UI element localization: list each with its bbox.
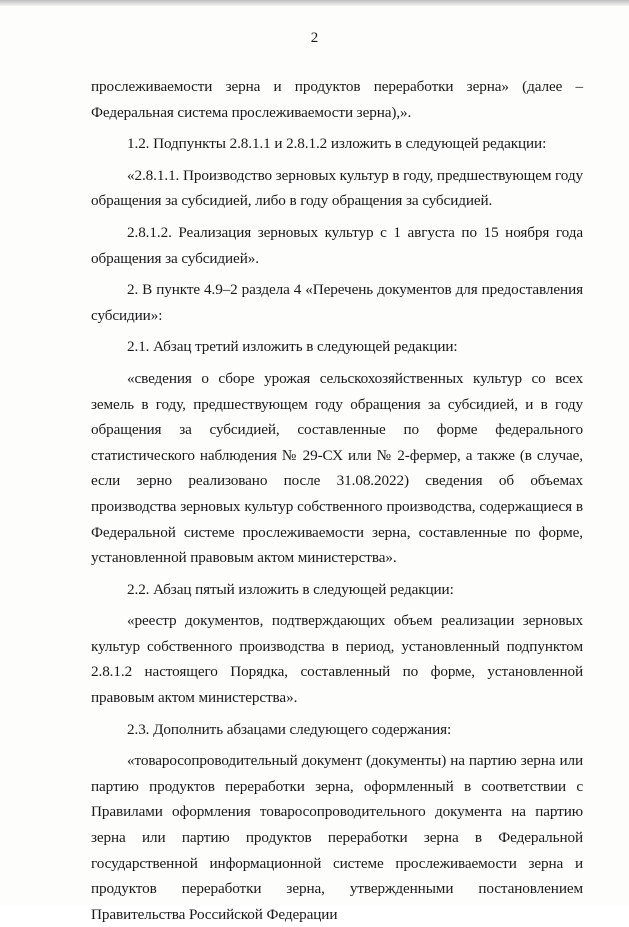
scan-top-edge <box>0 0 629 6</box>
paragraph-item-2: 2. В пункте 4.9–2 раздела 4 «Перечень документов для предоставления субсидии»: <box>91 281 583 324</box>
page-number: 2 <box>310 30 319 46</box>
paragraph-quote-harvest: «сведения о сборе урожая сельскохозяйственных культур со всех земель в году, предшествующем году обращения за субсидией, и в году обращения за субсидией, составленные по форме федерального статистического наблюдения № 29-СХ или № 2-фермер, а также (в случае, если зерно реализовано после 31.08.2022) сведения об объемах производства зерновых культур собственного производства, содержащиеся в Федеральной системе прослеживаемости зерна, составленные по форме, установленной правовым актом министерства». <box>91 369 583 567</box>
paragraph-item-2-3: 2.3. Дополнить абзацами следующего содержания: <box>127 720 452 738</box>
paragraph-item-2-2: 2.2. Абзац пятый изложить в следующей редакции: <box>127 580 454 598</box>
paragraph-continuation: прослеживаемости зерна и продуктов переработки зерна» (далее – Федеральная система прослеживаемости зерна),». <box>91 78 583 121</box>
paragraph-quote-2-8-1-2: 2.8.1.2. Реализация зерновых культур с 1 августа по 15 ноября года обращения за субсидией». <box>91 223 583 267</box>
paragraph-quote-registry: «реестр документов, подтверждающих объем реализации зерновых культур собственного производства в период, установленный подпунктом 2.8.1.2 настоящего Порядка, составленный по форме, установленной правовым актом министерства». <box>91 612 583 707</box>
paragraph-item-2-1: 2.1. Абзац третий изложить в следующей редакции: <box>127 338 458 356</box>
paragraph-item-1-2: 1.2. Подпункты 2.8.1.1 и 2.8.1.2 изложить в следующей редакции: <box>127 135 547 153</box>
paragraph-quote-2-8-1-1: «2.8.1.1. Производство зерновых культур в году, предшествующем году обращения за субсидией, либо в году обращения за субсидией. <box>91 166 583 210</box>
document-body <box>91 74 583 927</box>
paragraph-quote-shipping-doc: «товаросопроводительный документ (документы) на партию зерна или партию продуктов переработки зерна, оформленный в соответствии с Правилами оформления товаросопроводительного документа на партию зерна или партию продуктов переработки зерна в Федеральной государственной информационной системе прослеживаемости зерна и продуктов переработки зерна, утвержденными постановлением Правительства Российской Федерации <box>91 752 583 923</box>
